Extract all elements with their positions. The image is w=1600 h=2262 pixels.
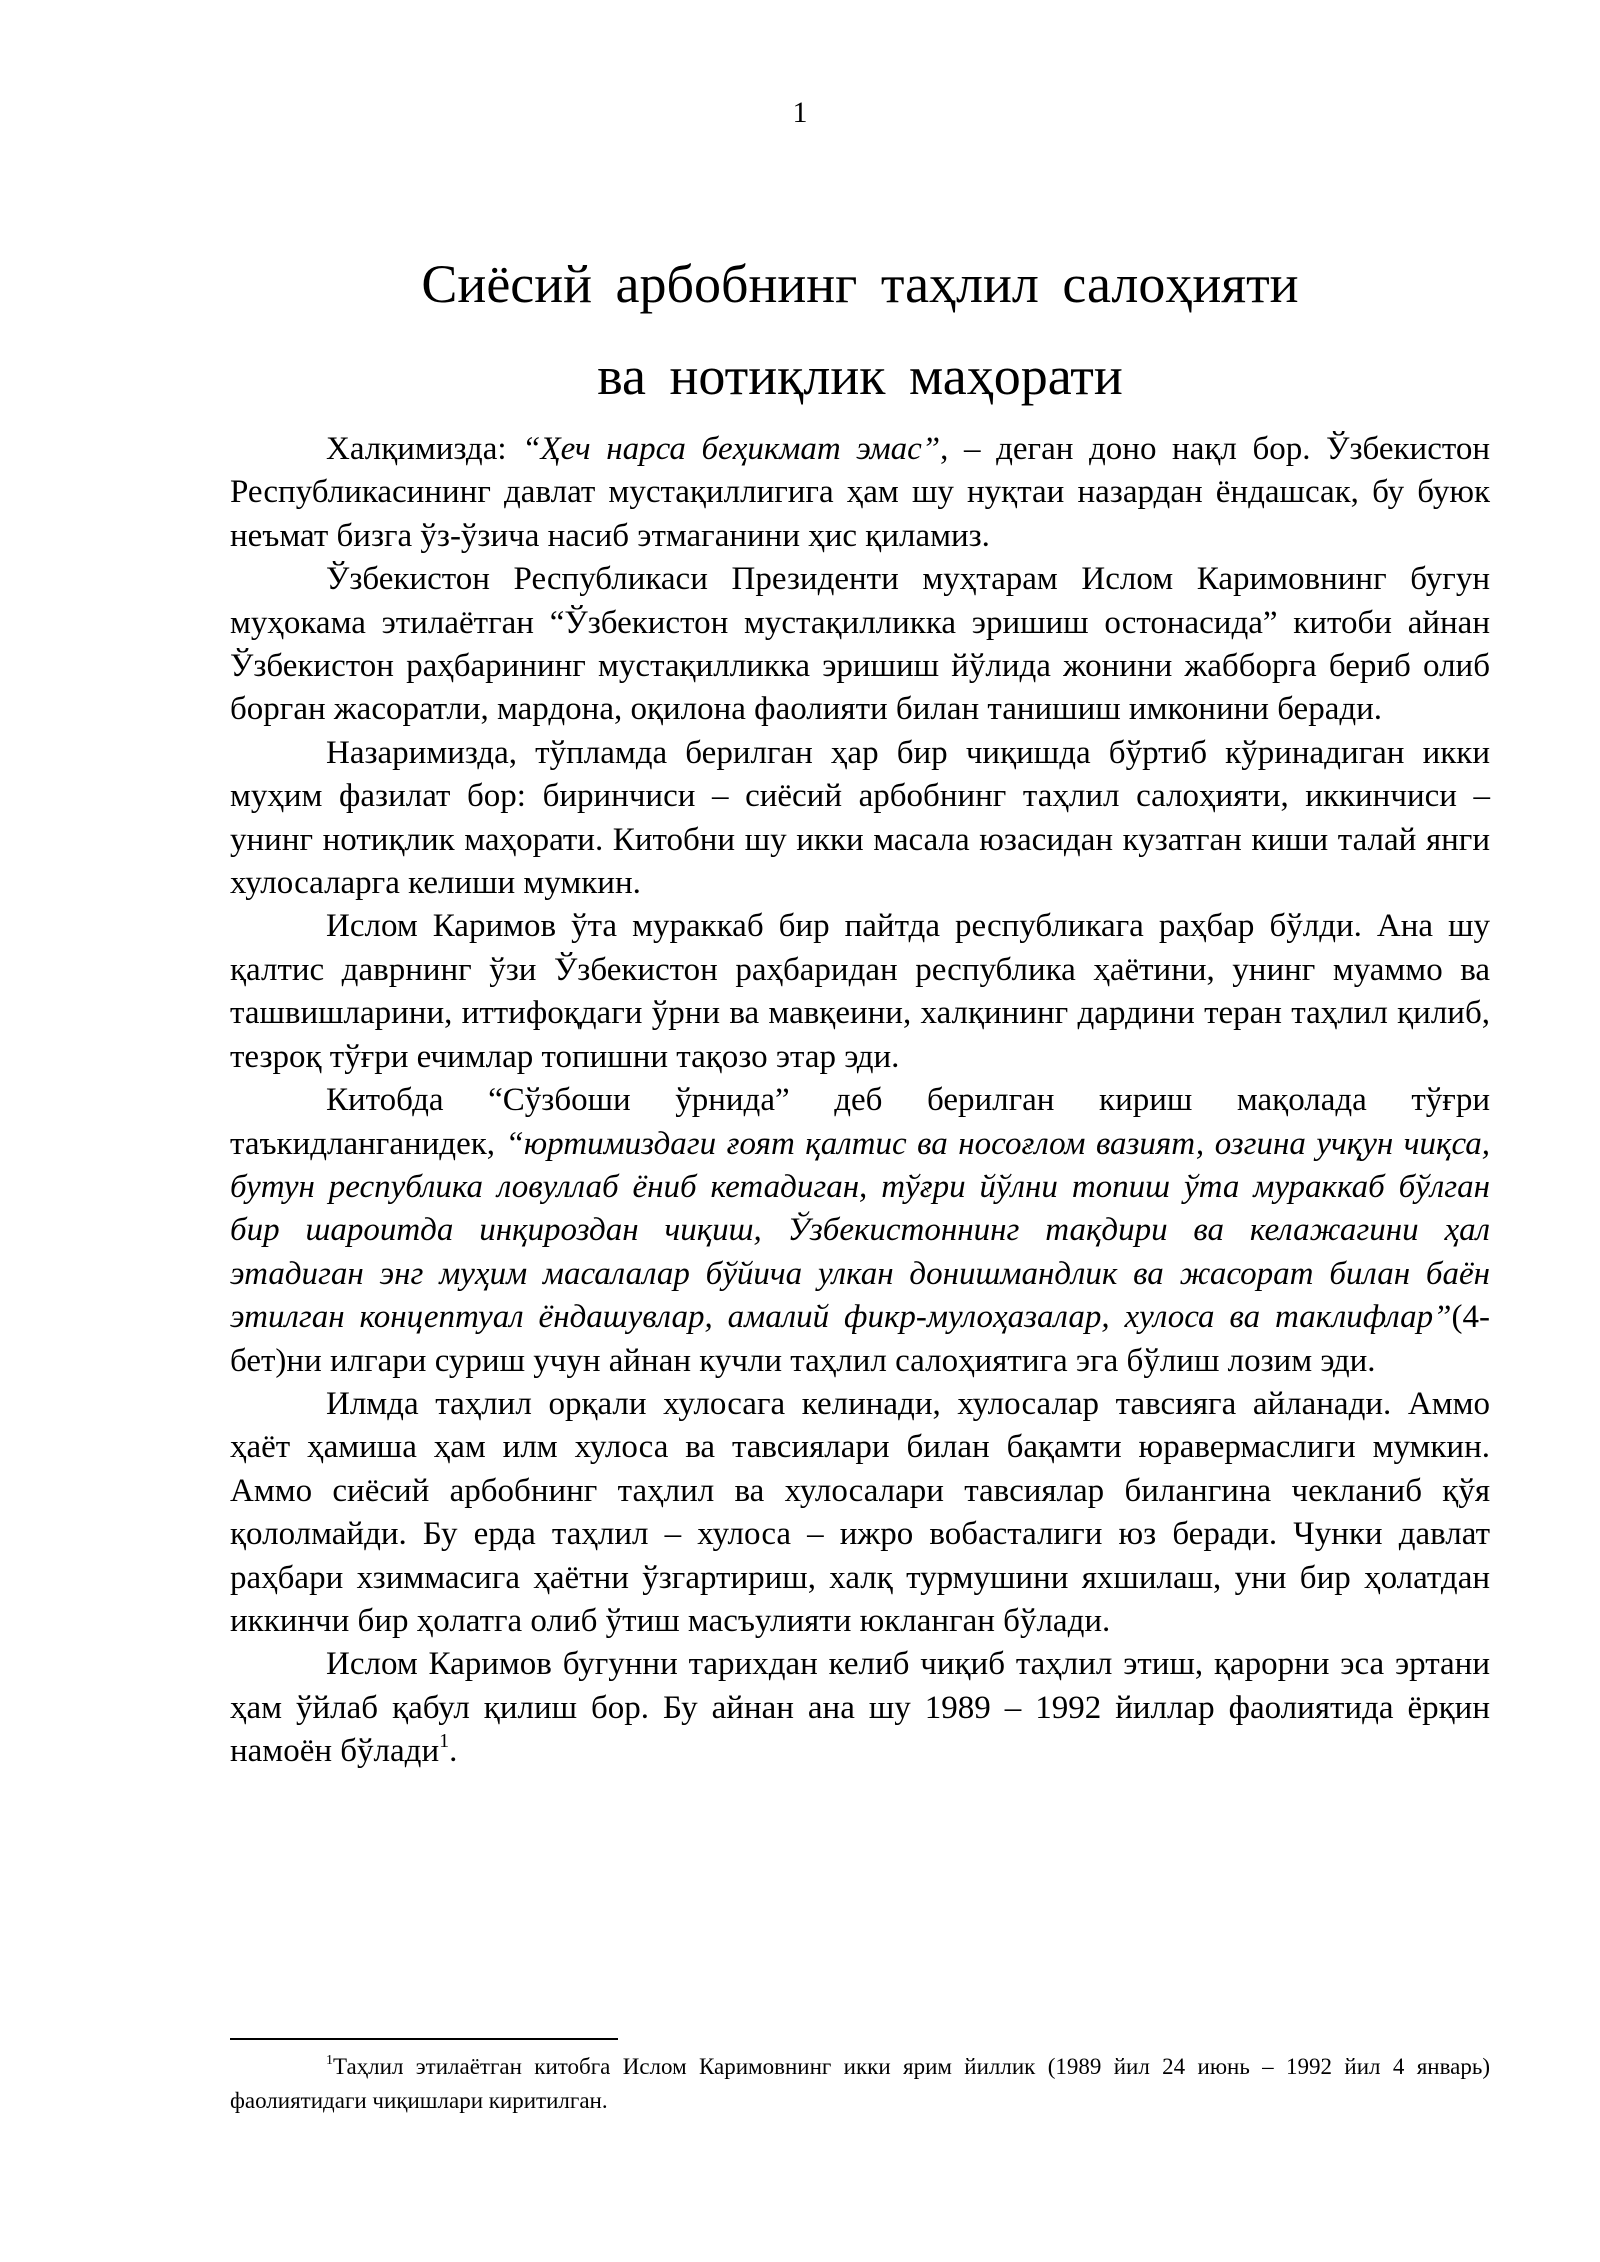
paragraph-7-end: . [449,1733,458,1770]
paragraph-2: Ўзбекистон Республикаси Президенти муҳтарам Ислом Каримовнинг бугун муҳокама этилаётган “Ўзбекистон мустақилликка эришиш остонасида” китоби айнан Ўзбекистон раҳбарининг мустақилликка эришиш йўлида жонини жабборга бериб олиб борган жасоратли, мардона, оқилона фаолияти билан танишиш имконини беради. [230,561,1490,728]
paragraph-3: Назаримизда, тўпламда берилган ҳар бир чиқишда бўртиб кўринадиган икки муҳим фазилат бор: биринчиси – сиёсий арбобнинг таҳлил салоҳияти, иккинчиси – унинг нотиқлик маҳорати. Китобни шу икки масала юзасидан кузатган киши талай янги хулосаларга келиши мумкин. [230,734,1490,902]
footnote-reference: 1 [439,1730,450,1753]
paragraph-1-rest: , – деган доно нақл бор. Ўзбекистон Республикасининг давлат мустақиллигига ҳам шу нуқтаи назардан ёндашсак, бу буюк неъмат бизга ўз-ўзича насиб этмаганини ҳис қиламиз. [230,431,1490,554]
paragraph-1-lead: Халқимизда: [326,431,523,467]
proverb-quote: “Ҳеч нарса беҳикмат эмас” [522,431,941,467]
page-title [230,238,1490,422]
paragraph-7-text: Ислом Каримов бугунни тарихдан келиб чиқиб таҳлил этиш, қарорни эса эртани ҳам ўйлаб қабул қилиш бор. Бу айнан ана шу 1989 – 1992 йиллар фаолиятида ёрқин намоён бўлади [230,1646,1490,1770]
footnote-paragraph [230,2050,1490,2118]
body-text [230,428,1490,1774]
paragraph-6: Илмда таҳлил орқали хулосага келинади, хулосалар тавсияга айланади. Аммо ҳаёт ҳамиша ҳам илм хулоса ва тавсиялари билан бақамти юравермаслиги мумкин. Аммо сиёсий арбобнинг таҳлил ва хулосалари тавсиялар билангина чекланиб қўя қололмайди. Бу ерда таҳлил – хулоса – ижро вобасталиги юз беради. Чунки давлат раҳбари хзиммасига ҳаётни ўзгартириш, халқ турмушини яхшилаш, уни бир ҳолатдан иккинчи бир ҳолатга олиб ўтиш масъулияти юкланган бўлади. [230,1385,1490,1639]
footnote [230,2050,1490,2118]
paragraph-1 [230,428,1490,558]
paragraph-5-lead: Китобда “Сўзбоши ўрнида” деб берилган кириш мақолада тўғри таъкидланганидек, [230,1082,1490,1162]
paragraph-7 [230,1643,1490,1773]
title-line-1: Сиёсий арбобнинг таҳлил салоҳияти [421,254,1299,314]
footnote-text: Таҳлил этилаётган китобга Ислом Каримовнинг икки ярим йиллик (1989 йил 24 июнь – 1992 йил 4 январь) фаолиятидаги чиқишлари киритилган. [230,2054,1490,2113]
title-line-2: ва нотиқлик маҳорати [597,346,1123,406]
footnote-mark: 1 [326,2053,333,2068]
footnote-divider [230,2038,618,2040]
book-quote: “юртимиздаги ғоят қалтис ва носоғлом вазият, озгина учқун чиқса, бутун республика ловуллаб ёниб кетадиган, тўғри йўлни топиш ўта мураккаб бўлган бир шароитда инқироздан чиқиш, Ўзбекистоннинг тақдири ва келажагини ҳал этадиган энг муҳим масалалар бўйича улкан донишмандлик ва жасорат билан баён этилган концептуал ёндашувлар, амалий фикр-мулоҳазалар, хулоса ва таклифлар” [230,1125,1491,1336]
paragraph-4: Ислом Каримов ўта мураккаб бир пайтда республикага раҳбар бўлди. Ана шу қалтис даврнинг ўзи Ўзбекистон раҳбаридан республика ҳаётини, унинг муаммо ва ташвишларини, иттифоқдаги ўрни ва мавқеини, халқининг дардини теран таҳлил қилиб, тезроқ тўғри ечимлар топишни тақозо этар эди. [230,908,1490,1075]
paragraph-5 [230,1079,1490,1383]
page-number: 1 [792,96,808,129]
paragraph-5-rest: (4-бет)ни илгари суриш учун айнан кучли таҳлил салоҳиятига эга бўлиш лозим эди. [230,1299,1490,1379]
